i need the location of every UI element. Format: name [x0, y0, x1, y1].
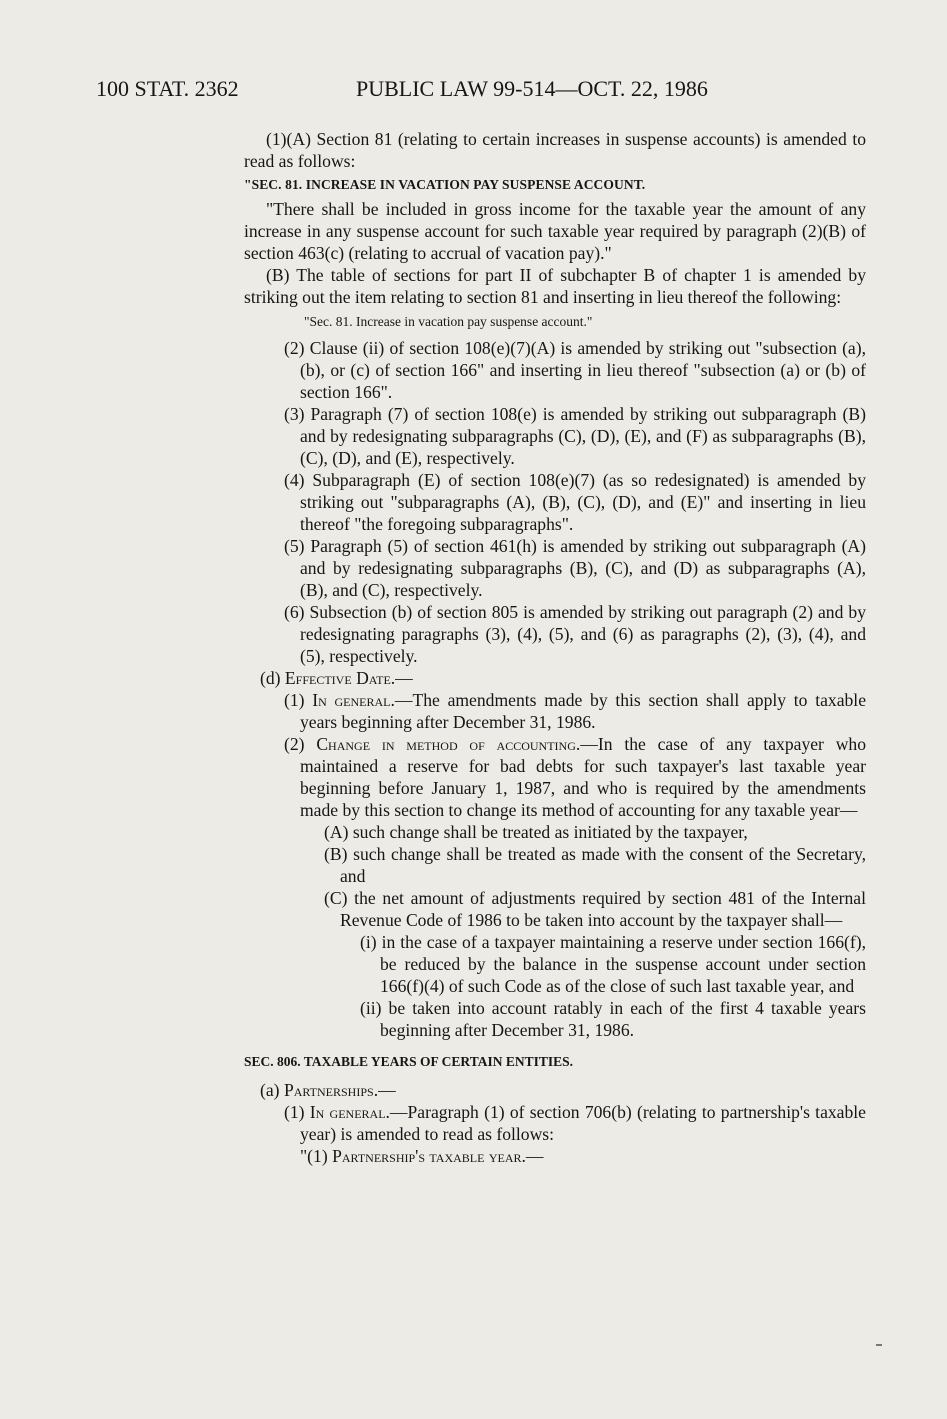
paragraph: (4) Subparagraph (E) of section 108(e)(7) (as so redesignated) is amended by striking out "subparagraphs (A), (B), (C), (D), and (E)" and inserting in lieu thereof "the foregoing subparagraphs". [284, 470, 866, 534]
statute-page-number: 100 STAT. 2362 [96, 76, 239, 101]
paragraph-text: .—Paragraph (1) of section 706(b) (relating to partnership's taxable year) is amended to read as follows: [300, 1102, 866, 1144]
paragraph: (6) Subsection (b) of section 805 is amended by striking out paragraph (2) and by redesignating paragraphs (3), (4), (5), and (6) as paragraphs (2), (3), (4), and (5), respectively. [284, 602, 866, 666]
paragraph-caption: In general [309, 1102, 386, 1122]
paragraph-label: (1) [284, 1102, 310, 1122]
subsection-dash: .— [373, 1080, 396, 1100]
quoted-paragraph [244, 1145, 866, 1167]
section-heading: "SEC. 81. INCREASE IN VACATION PAY SUSPENSE ACCOUNT. [244, 177, 646, 192]
subsection-label: (d) [260, 668, 285, 688]
paragraph: (3) Paragraph (7) of section 108(e) is amended by striking out subparagraph (B) and by redesignating subparagraphs (C), (D), (E), and (F) as subparagraphs (B), (C), (D), and (E), respectively. [284, 404, 866, 468]
paragraph: (B) The table of sections for part II of subchapter B of chapter 1 is amended by striking out the item relating to section 81 and inserting in lieu thereof the following: [244, 265, 866, 307]
subsection-caption: Partnerships [283, 1080, 374, 1100]
paragraph-label: (2) [284, 734, 317, 754]
subparagraph: (A) such change shall be treated as initiated by the taxpayer, [324, 822, 748, 842]
paragraph: "There shall be included in gross income for the taxable year the amount of any increase in any suspense account for such taxable year required by paragraph (2)(B) of section 463(c) (relating to accrual of vacation pay)." [244, 199, 866, 263]
scan-mark [876, 1344, 882, 1346]
clause: (i) in the case of a taxpayer maintaining a reserve under section 166(f), be reduced by the balance in the suspense account under section 166(f)(4) of such Code as of the close of such last taxable year, and [360, 932, 866, 996]
paragraph-caption: In general [312, 690, 391, 710]
subparagraph: (B) such change shall be treated as made with the consent of the Secretary, and [324, 844, 866, 886]
section-heading: SEC. 806. TAXABLE YEARS OF CERTAIN ENTITIES. [244, 1054, 573, 1069]
paragraph-text: .—In the case of any taxpayer who maintained a reserve for bad debts for such taxpayer's last taxable year beginning before January 1, 1987, and who is required by the amendments made by this section to change its method of accounting for any taxable year— [300, 734, 866, 820]
paragraph-d1 [244, 689, 866, 733]
subsection-label: (a) [260, 1080, 284, 1100]
paragraph-a1 [244, 1101, 866, 1145]
paragraph: (5) Paragraph (5) of section 461(h) is amended by striking out subparagraph (A) and by redesignating subparagraphs (B), (C), and (D) as subparagraphs (A), (B), and (C), respectively. [284, 536, 866, 600]
quote-dash: .— [521, 1146, 544, 1166]
paragraph-caption: Change in method of accounting [316, 734, 576, 754]
document-body [244, 128, 866, 1167]
paragraph-d2 [244, 733, 866, 821]
paragraph: (2) Clause (ii) of section 108(e)(7)(A) is amended by striking out "subsection (a), (b), or (c) of section 166" and inserting in lieu thereof "subsection (a) or (b) of section 166". [284, 338, 866, 402]
quote-caption: Partnership's taxable year [332, 1146, 522, 1166]
page-header [96, 76, 887, 112]
subsection-d [244, 667, 866, 689]
paragraph: (1)(A) Section 81 (relating to certain increases in suspense accounts) is amended to read as follows: [244, 129, 866, 171]
subsection-dash: .— [390, 668, 413, 688]
subsection-caption: Effective Date [284, 668, 391, 688]
paragraph-text: .—The amendments made by this section shall apply to taxable years beginning after December 31, 1986. [300, 690, 867, 732]
table-item: "Sec. 81. Increase in vacation pay suspense account." [304, 314, 593, 329]
public-law-title: PUBLIC LAW 99-514—OCT. 22, 1986 [356, 76, 708, 101]
subparagraph: (C) the net amount of adjustments required by section 481 of the Internal Revenue Code of 1986 to be taken into account by the taxpayer shall— [324, 888, 866, 930]
paragraph-label: (1) [284, 690, 313, 710]
quote-label: "(1) [300, 1146, 333, 1166]
clause: (ii) be taken into account ratably in each of the first 4 taxable years beginning after December 31, 1986. [360, 998, 866, 1040]
subsection-a [244, 1079, 866, 1101]
